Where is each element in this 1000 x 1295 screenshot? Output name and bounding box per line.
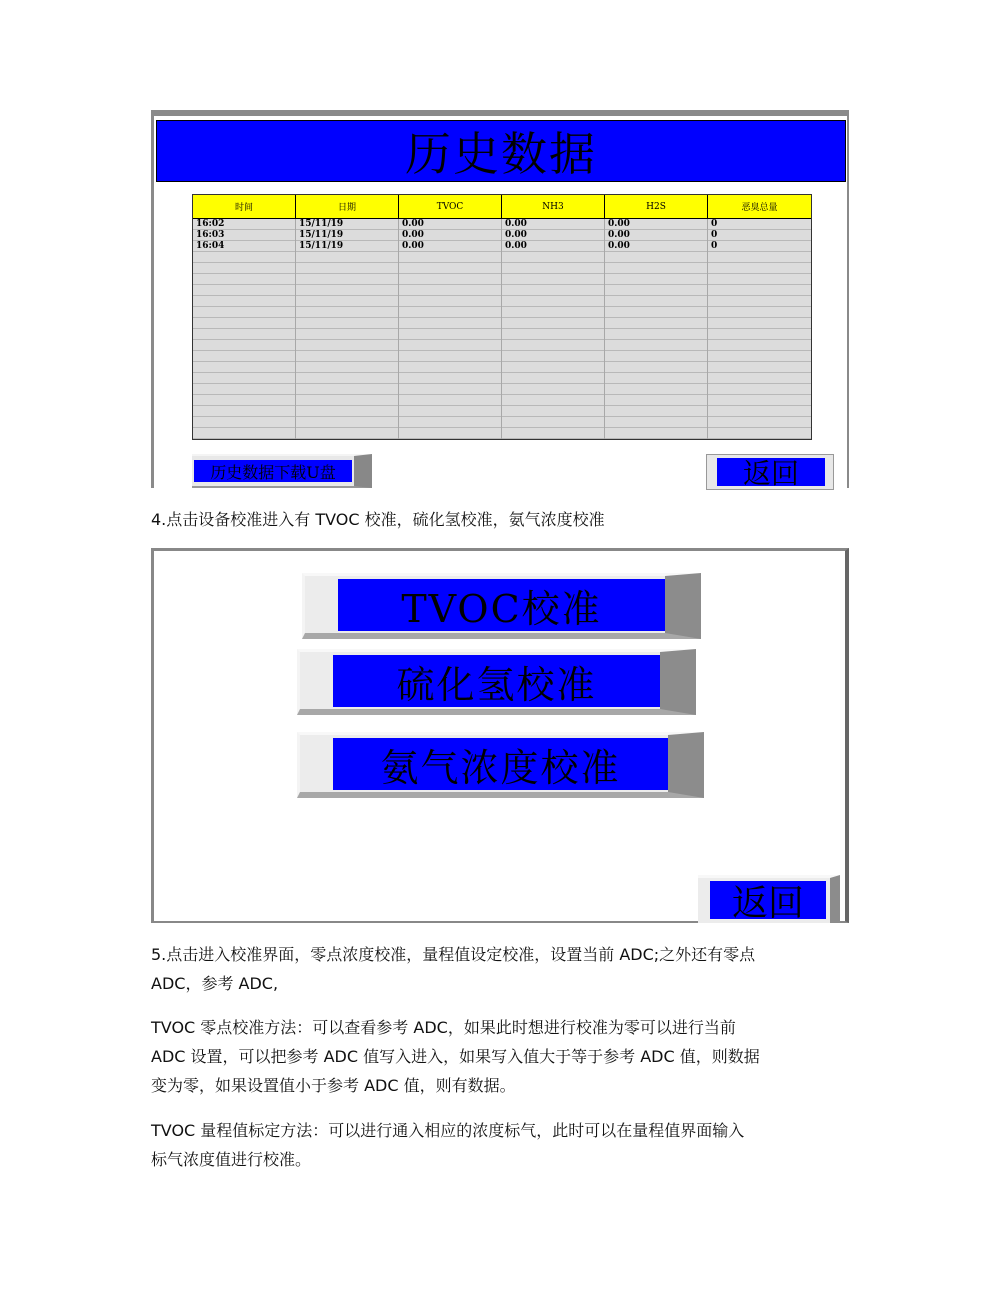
table-cell: 0.00 <box>402 241 424 251</box>
paragraph-zero-calibration-line: 变为零，如果设置值小于参考 ADC 值，则有数据。 <box>151 1076 516 1095</box>
paragraph-span-calibration-line: TVOC 量程值标定方法：可以进行通入相应的浓度标气，此时可以在量程值界面输入 <box>151 1121 745 1140</box>
column-header-tvoc: TVOC <box>399 195 502 219</box>
usb-download-button-label: 历史数据下载U盘 <box>194 460 352 482</box>
history-table-header <box>193 195 811 219</box>
table-cell: 16:04 <box>196 241 225 251</box>
history-title: 历史数据 <box>405 127 597 181</box>
h2s-calibration-button[interactable] <box>297 649 696 715</box>
column-header-date: 日期 <box>296 195 399 219</box>
table-cell: 0 <box>711 241 718 251</box>
paragraph-span-calibration-line: 标气浓度值进行校准。 <box>151 1150 312 1169</box>
tvoc-calibration-button[interactable] <box>302 573 701 639</box>
column-header-h2s: H2S <box>605 195 708 219</box>
ammonia-calibration-button[interactable] <box>297 732 704 798</box>
table-cell: 15/11/19 <box>299 241 344 251</box>
h2s-calibration-button-label: 硫化氢校准 <box>333 655 660 707</box>
back-button[interactable] <box>706 454 834 490</box>
paragraph-5 <box>151 940 851 998</box>
table-cell: 0.00 <box>505 230 527 240</box>
history-table <box>192 194 812 440</box>
table-cell: 16:02 <box>196 219 225 229</box>
paragraph-zero-calibration <box>151 1013 851 1100</box>
table-row <box>193 219 811 230</box>
table-row <box>193 230 811 241</box>
column-header-nh3: NH3 <box>502 195 605 219</box>
back-button-label: 返回 <box>717 458 825 486</box>
history-data-panel <box>151 110 849 488</box>
table-cell: 15/11/19 <box>299 219 344 229</box>
table-cell: 0.00 <box>402 219 424 229</box>
table-cell: 0.00 <box>608 219 630 229</box>
table-cell: 0.00 <box>505 219 527 229</box>
table-cell: 0 <box>711 219 718 229</box>
paragraph-zero-calibration-line: TVOC 零点校准方法：可以查看参考 ADC，如果此时想进行校准为零可以进行当前 <box>151 1018 736 1037</box>
tvoc-calibration-button-label: TVOC校准 <box>338 579 665 631</box>
table-row <box>193 241 811 252</box>
usb-download-button[interactable] <box>192 454 372 488</box>
table-cell: 0.00 <box>505 241 527 251</box>
column-header-time: 时间 <box>193 195 296 219</box>
table-cell: 15/11/19 <box>299 230 344 240</box>
history-title-bar <box>156 120 846 182</box>
back-button[interactable] <box>698 875 840 923</box>
table-cell: 0 <box>711 230 718 240</box>
paragraph-5-line: ADC，参考 ADC, <box>151 974 279 993</box>
paragraph-span-calibration <box>151 1116 851 1174</box>
paragraph-4: 4.点击设备校准进入有 TVOC 校准，硫化氢校准，氨气浓度校准 <box>151 510 605 529</box>
table-cell: 16:03 <box>196 230 225 240</box>
history-table-body <box>193 219 811 439</box>
column-header-odor-total: 恶臭总量 <box>708 195 811 219</box>
table-cell: 0.00 <box>608 230 630 240</box>
ammonia-calibration-button-label: 氨气浓度校准 <box>333 738 668 790</box>
back-button-label: 返回 <box>710 881 826 919</box>
paragraph-5-line: 5.点击进入校准界面，零点浓度校准，量程值设定校准，设置当前 ADC;之外还有零点 <box>151 945 756 964</box>
calibration-menu-panel <box>151 548 849 923</box>
table-cell: 0.00 <box>608 241 630 251</box>
paragraph-zero-calibration-line: ADC 设置，可以把参考 ADC 值写入进入，如果写入值大于等于参考 ADC 值，则数据 <box>151 1047 760 1066</box>
table-cell: 0.00 <box>402 230 424 240</box>
